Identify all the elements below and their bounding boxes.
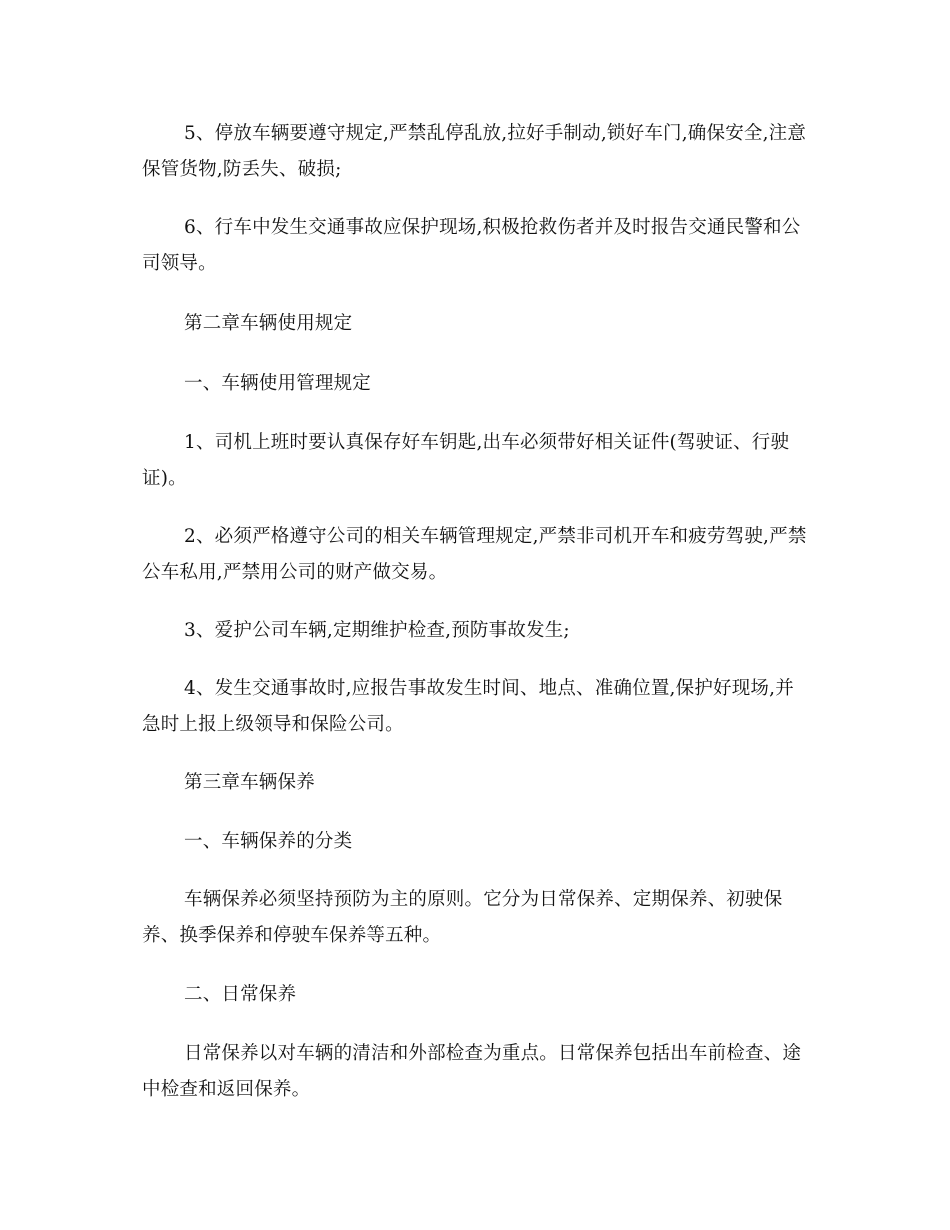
paragraph-daily-maintenance: 日常保养以对车辆的清洁和外部检查为重点。日常保养包括出车前检查、途中检查和返回保养。 bbox=[142, 1043, 802, 1100]
paragraph-usage-2: 2、必须严格遵守公司的相关车辆管理规定,严禁非司机开车和疲劳驾驶,严禁公车私用,严禁用公司的财产做交易。 bbox=[142, 526, 807, 583]
paragraph-maintenance-types: 车辆保养必须坚持预防为主的原则。它分为日常保养、定期保养、初驶保养、换季保养和停驶车保养等五种。 bbox=[142, 889, 783, 946]
paragraph-usage-1: 1、司机上班时要认真保存好车钥匙,出车必须带好相关证件(驾驶证、行驶证)。 bbox=[142, 432, 790, 489]
section-heading-usage: 一、车辆使用管理规定 bbox=[184, 373, 372, 394]
section-heading-daily-maintenance: 二、日常保养 bbox=[184, 984, 297, 1005]
section-heading-maintenance-types: 一、车辆保养的分类 bbox=[184, 831, 353, 852]
chapter-heading-3: 第三章车辆保养 bbox=[184, 772, 315, 793]
paragraph-usage-3: 3、爱护公司车辆,定期维护检查,预防事故发生; bbox=[184, 620, 570, 641]
paragraph-rule-6: 6、行车中发生交通事故应保护现场,积极抢救伤者并及时报告交通民警和公司领导。 bbox=[142, 217, 801, 274]
paragraph-rule-5: 5、停放车辆要遵守规定,严禁乱停乱放,拉好手制动,锁好车门,确保安全,注意保管货物,防丢失、破损; bbox=[142, 123, 807, 180]
chapter-heading-2: 第二章车辆使用规定 bbox=[184, 313, 353, 334]
paragraph-usage-4: 4、发生交通事故时,应报告事故发生时间、地点、准确位置,保护好现场,并急时上报上级领导和保险公司。 bbox=[142, 678, 794, 735]
